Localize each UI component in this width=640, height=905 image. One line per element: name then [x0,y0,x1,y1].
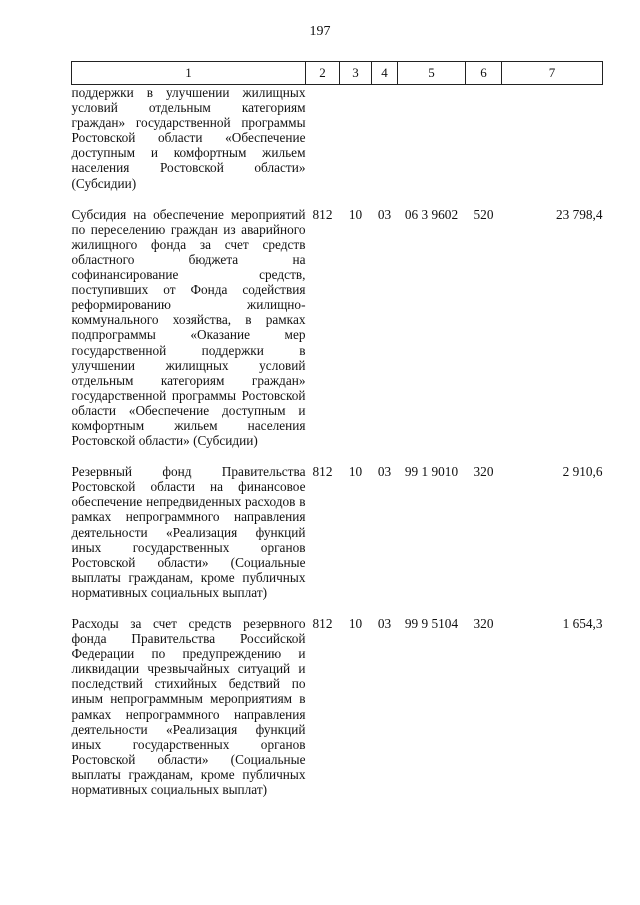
row-col5 [398,85,466,191]
column-header: 2 [306,62,340,85]
table-row [72,207,603,449]
row-col6: 320 [473,616,494,631]
row-col3: 10 [348,464,363,480]
row-amount [502,85,603,191]
column-header: 5 [398,62,466,85]
row-col2: 812 [312,206,333,222]
row-col4: 03 [377,464,392,480]
column-header: 4 [372,62,398,85]
row-col4: 03 [377,616,392,631]
table-row [72,616,603,797]
row-description: Расходы за счет средств резервного фонда Правительства Российской Федерации по предупреждению и ликвидации чрезвычайных ситуаций и последствий стихийных бедствий по иным непрограммным мероприятиям в рамках непрограммного направления деятельности «Реализация функций иных государственных органов Ростовской области» (Социальные выплаты гражданам, кроме публичных нормативных социальных выплат) [71,616,306,798]
row-col2 [306,85,340,191]
row-col6: 320 [473,464,494,480]
row-amount: 1 654,3 [562,616,603,631]
row-col6 [466,85,502,191]
budget-table [71,61,603,797]
row-col4 [372,85,398,191]
column-header: 6 [466,62,502,85]
table-row [72,85,603,191]
row-col2: 812 [312,464,333,480]
row-col6: 520 [473,206,494,222]
row-description: поддержки в улучшении жилищных условий отдельным категориям граждан» государственной программы Ростовской области «Обеспечение доступным и комфортным жильем населения Ростовской области» (Субсидии) [71,85,306,191]
row-col3: 10 [348,616,363,631]
row-amount: 23 798,4 [555,206,603,222]
row-col3: 10 [348,206,363,222]
column-header: 7 [502,62,603,85]
table-row [72,464,603,600]
row-description: Субсидия на обеспечение мероприятий по переселению граждан из аварийного жилищного фонда за счет средств областного бюджета на софинансирование средств, поступивших от Фонда содействия реформированию жилищно-коммунального хозяйства, в рамках подпрограммы «Оказание мер государственной поддержки в улучшении жилищных условий отдельным категориям граждан» государственной программы Ростовской области «Обеспечение доступным и комфортным жильем населения Ростовской области» (Субсидии) [71,206,306,449]
table-header-row [72,62,603,85]
page-number: 197 [309,24,331,39]
row-col4: 03 [377,206,392,222]
column-header: 3 [340,62,372,85]
row-amount: 2 910,6 [562,464,603,480]
row-col5: 06 3 9602 [404,206,459,222]
row-col5: 99 1 9010 [404,464,459,480]
row-col2: 812 [312,616,333,631]
row-col3 [340,85,372,191]
row-col5: 99 9 5104 [404,616,459,631]
column-header: 1 [72,62,306,85]
row-description: Резервный фонд Правительства Ростовской области на финансовое обеспечение непредвиденных расходов в рамках непрограммного направления деятельности «Реализация функций иных государственных органов Ростовской области» (Социальные выплаты гражданам, кроме публичных нормативных социальных выплат) [71,464,306,600]
